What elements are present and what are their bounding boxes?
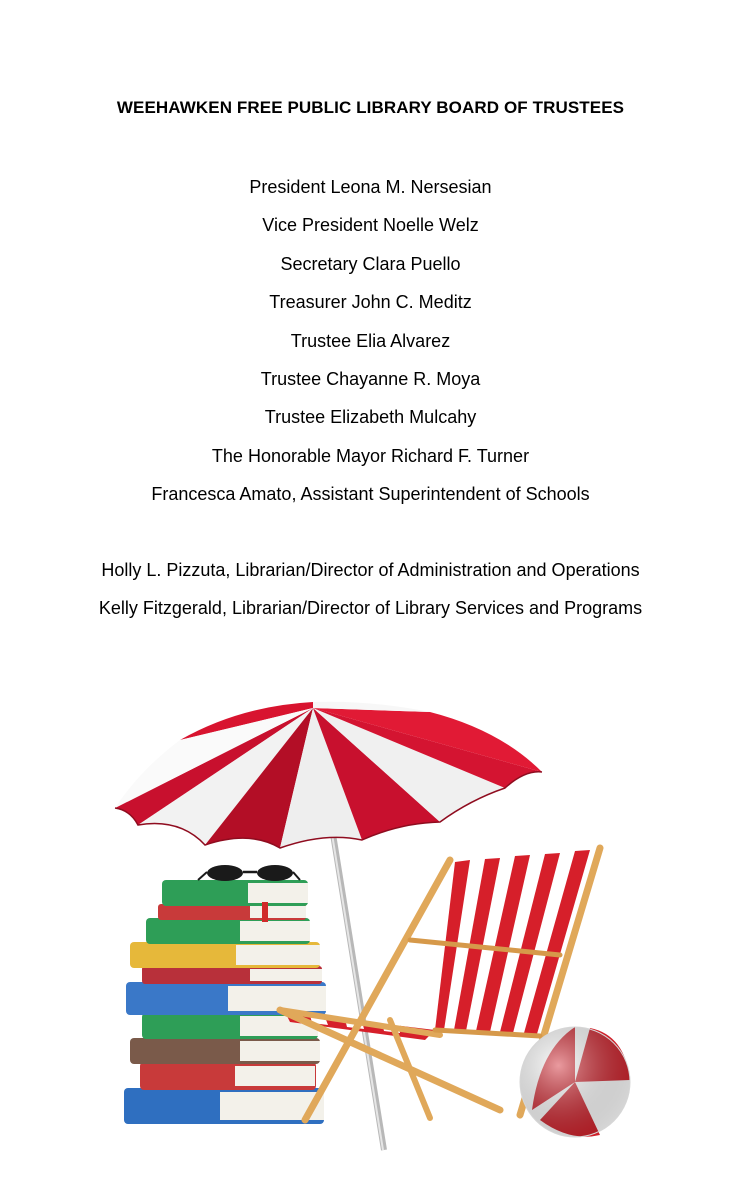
staff-director-administration: Holly L. Pizzuta, Librarian/Director of Administration and Operations (101, 560, 640, 580)
board-member-trustee: Trustee Elia Alvarez (290, 330, 451, 351)
library-staff-list (0, 558, 729, 634)
board-member-president: President Leona M. Nersesian (249, 177, 492, 197)
board-member-trustee: Trustee Chayanne R. Moya (260, 368, 481, 389)
book-stack (124, 880, 326, 1124)
beach-illustration (100, 690, 645, 1160)
sunglasses (198, 865, 300, 881)
board-member-secretary: Secretary Clara Puello (280, 253, 461, 274)
umbrella-canopy (115, 702, 542, 848)
beach-ball (520, 1027, 630, 1137)
board-member-assistant-superintendent: Francesca Amato, Assistant Superintendent of Schools (151, 484, 590, 505)
board-member-trustee: Trustee Elizabeth Mulcahy (264, 407, 477, 428)
page-title: WEEHAWKEN FREE PUBLIC LIBRARY BOARD OF TRUSTEES (116, 98, 625, 117)
board-member-vice-president: Vice President Noelle Welz (262, 215, 479, 236)
board-of-trustees-list (0, 175, 729, 521)
board-member-treasurer: Treasurer John C. Meditz (269, 292, 472, 313)
board-member-mayor: The Honorable Mayor Richard F. Turner (211, 445, 530, 466)
staff-director-library-services: Kelly Fitzgerald, Librarian/Director of Library Services and Programs (98, 598, 643, 618)
